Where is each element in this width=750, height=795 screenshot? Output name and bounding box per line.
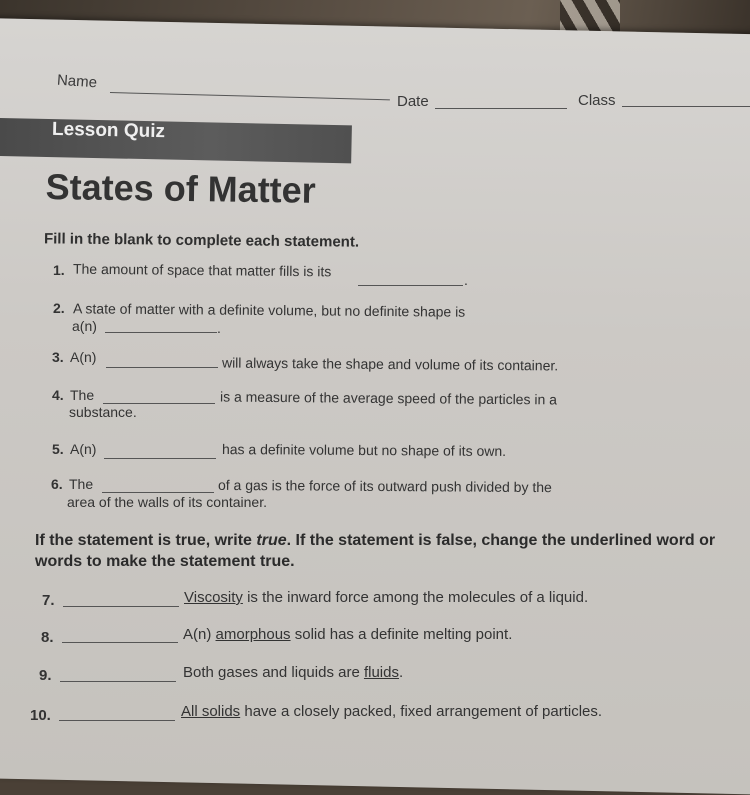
- item-6-text-mid: of a gas is the force of its outward push divided by the: [217, 476, 552, 496]
- item-6-text-start: The: [69, 476, 94, 492]
- item-8-blank[interactable]: [62, 642, 178, 643]
- item-5-text-start: A(n): [70, 441, 97, 457]
- section2-instructions: If the statement is true, write true. If the statement is false, change the underlined word or words to make the statement true.: [35, 532, 716, 570]
- item-10-number: 10.: [30, 707, 51, 724]
- page-title: States of Matter: [45, 166, 317, 211]
- item-6-number: 6.: [51, 476, 63, 492]
- item-5-text-end: has a definite volume but no shape of its own.: [221, 441, 507, 459]
- item-6-blank[interactable]: [102, 492, 214, 493]
- item-2-blank[interactable]: [105, 332, 217, 333]
- date-field-line[interactable]: [435, 108, 567, 109]
- item-2-number: 2.: [53, 300, 65, 316]
- item-2-text-cont: a(n): [72, 318, 97, 334]
- item-1-blank[interactable]: [358, 285, 463, 286]
- item-3-blank[interactable]: [106, 367, 218, 368]
- item-7-number: 7.: [42, 592, 55, 609]
- item-2-text: A state of matter with a definite volume, but no definite shape is: [72, 300, 466, 320]
- item-8-text: A(n) amorphous solid has a definite melting point.: [183, 626, 513, 643]
- class-field-line[interactable]: [622, 106, 750, 107]
- section1-instructions: Fill in the blank to complete each statement.: [43, 230, 360, 251]
- item-4-text-mid: is a measure of the average speed of the particles in a: [219, 388, 558, 408]
- item-2-period: .: [217, 320, 221, 336]
- item-5-number: 5.: [52, 441, 64, 457]
- name-label: Name: [56, 71, 98, 92]
- date-label: Date: [397, 93, 429, 110]
- item-3-text-start: A(n): [70, 349, 97, 365]
- item-1-number: 1.: [53, 262, 65, 278]
- item-10-blank[interactable]: [59, 720, 175, 721]
- lesson-quiz-label: Lesson Quiz: [51, 118, 166, 143]
- item-9-blank[interactable]: [60, 681, 176, 682]
- item-8-number: 8.: [41, 629, 54, 646]
- item-4-text-start: The: [70, 387, 95, 403]
- item-4-text-end: substance.: [69, 404, 137, 420]
- item-10-text: All solids have a closely packed, fixed arrangement of particles.: [181, 703, 603, 720]
- item-3-number: 3.: [52, 349, 64, 365]
- item-1-text: The amount of space that matter fills is its: [72, 260, 332, 280]
- item-9-number: 9.: [39, 667, 52, 684]
- item-4-number: 4.: [52, 387, 64, 403]
- item-1-period: .: [464, 272, 468, 288]
- item-7-text: Viscosity is the inward force among the molecules of a liquid.: [184, 589, 589, 606]
- item-5-blank[interactable]: [104, 458, 216, 459]
- item-3-text-end: will always take the shape and volume of its container.: [221, 354, 559, 374]
- class-label: Class: [578, 92, 616, 109]
- item-9-text: Both gases and liquids are fluids.: [183, 664, 404, 681]
- item-6-text-end: area of the walls of its container.: [67, 494, 267, 510]
- item-7-blank[interactable]: [63, 606, 179, 607]
- name-field-line[interactable]: [110, 92, 390, 100]
